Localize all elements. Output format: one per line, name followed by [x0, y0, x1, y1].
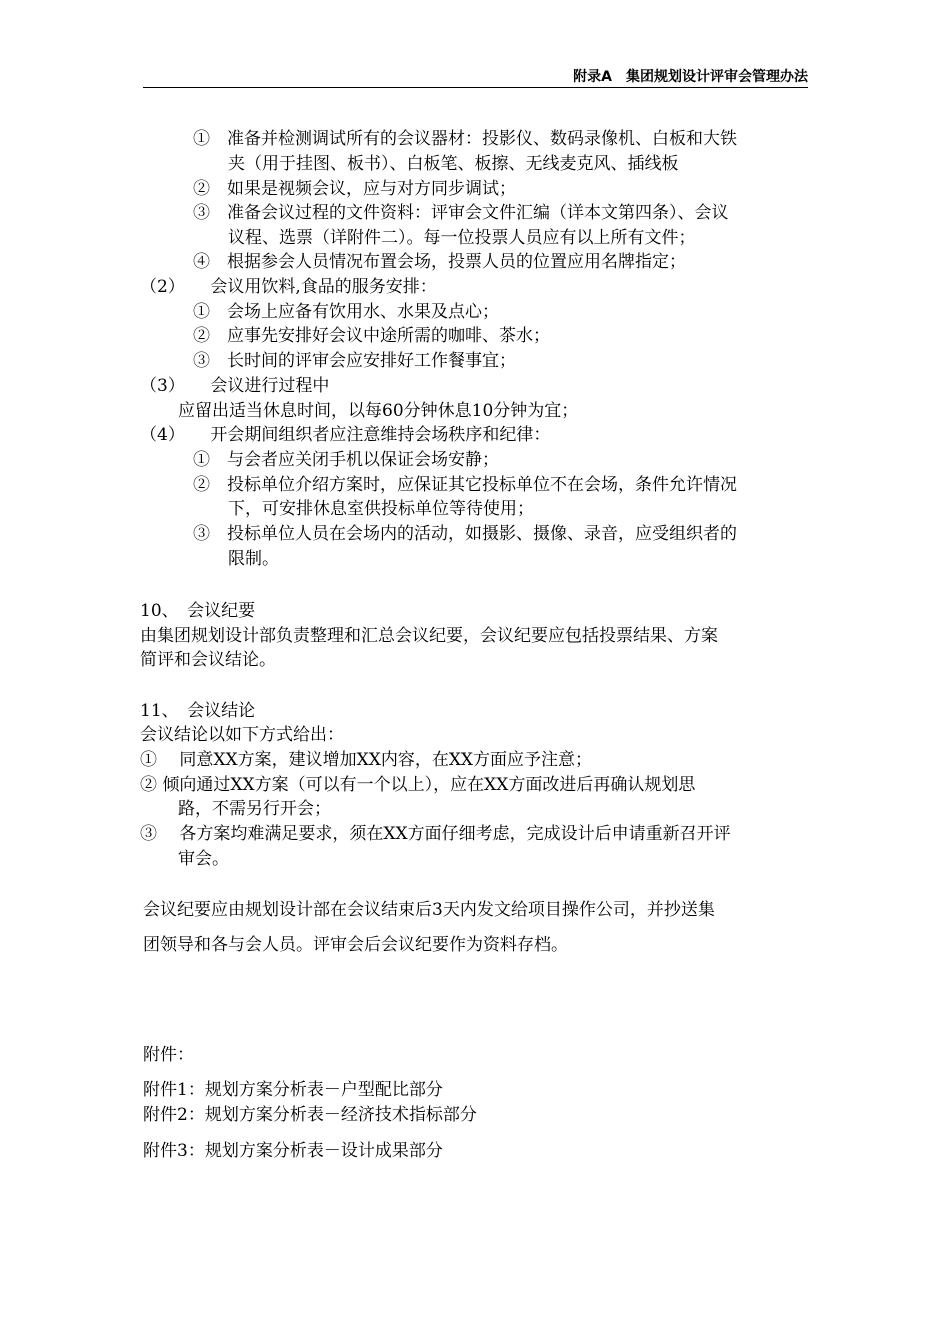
paragraph-line: 由集团规划设计部负责整理和汇总会议纪要，会议纪要应包括投票结果、方案: [140, 626, 718, 646]
paragraph-line: 团领导和各与会人员。评审会后会议纪要作为资料存档。: [143, 935, 568, 955]
list-item: ① 准备并检测调试所有的会议器材：投影仪、数码录像机、白板和大铁: [193, 129, 737, 149]
list-item: ① 同意XX方案，建议增加XX内容，在XX方面应予注意；: [140, 750, 593, 770]
header-rule: [143, 87, 808, 88]
list-item-continuation: 夹（用于挂图、板书）、白板笔、板擦、无线麦克风、插线板: [228, 154, 679, 174]
list-item: ③ 长时间的评审会应安排好工作餐事宜；: [193, 351, 516, 371]
list-item: ② 投标单位介绍方案时，应保证其它投标单位不在会场，条件允许情况: [193, 475, 737, 495]
paragraph-line: 会议纪要应由规划设计部在会议结束后3天内发文给项目操作公司，并抄送集: [143, 900, 715, 920]
list-item: ② 应事先安排好会议中途所需的咖啡、茶水；: [193, 326, 550, 346]
attachment-item: 附件1：规划方案分析表－户型配比部分: [143, 1080, 443, 1100]
list-item-continuation: 审会。: [178, 849, 229, 869]
list-item: ② 如果是视频会议，应与对方同步调试；: [193, 179, 516, 199]
section-heading: 11、 会议结论: [140, 701, 256, 721]
list-item: ③ 投标单位人员在会场内的活动，如摄影、摄像、录音，应受组织者的: [193, 524, 737, 544]
section-item: （2） 会议用饮料,食品的服务安排：: [140, 277, 437, 297]
attachment-item: 附件2：规划方案分析表－经济技术指标部分: [143, 1105, 477, 1125]
list-item-continuation: 路，不需另行开会；: [178, 799, 331, 819]
paragraph-line: 简评和会议结论。: [140, 650, 276, 670]
section-item: （4） 开会期间组织者应注意维持会场秩序和纪律：: [140, 425, 551, 445]
running-header: 附录A 集团规划设计评审会管理办法: [573, 69, 808, 85]
paragraph-line: 会议结论以如下方式给出：: [140, 725, 344, 745]
section-item: （3） 会议进行过程中: [140, 376, 330, 396]
list-item: ① 会场上应备有饮用水、水果及点心；: [193, 302, 499, 322]
list-item-continuation: 议程、选票（详附件二）。每一位投票人员应有以上所有文件；: [228, 228, 696, 248]
list-item: ③ 准备会议过程的文件资料：评审会文件汇编（详本文第四条）、会议: [193, 203, 729, 223]
list-item-continuation: 下，可安排休息室供投标单位等待使用；: [228, 499, 534, 519]
list-item: ④ 根据参会人员情况布置会场，投票人员的位置应用名牌指定；: [193, 252, 686, 272]
section-heading: 10、 会议纪要: [140, 601, 256, 621]
list-item: ③ 各方案均难满足要求，须在XX方面仔细考虑，完成设计后申请重新召开评: [140, 824, 731, 844]
attachment-item: 附件3：规划方案分析表－设计成果部分: [143, 1141, 443, 1161]
attachments-heading: 附件：: [143, 1045, 194, 1065]
list-item: ② 倾向通过XX方案（可以有一个以上），应在XX方面改进后再确认规划思: [140, 775, 696, 795]
list-item: ① 与会者应关闭手机以保证会场安静；: [193, 450, 499, 470]
paragraph-line: 应留出适当休息时间，以每60分钟休息10分钟为宜；: [178, 401, 579, 421]
list-item-continuation: 限制。: [228, 549, 279, 569]
